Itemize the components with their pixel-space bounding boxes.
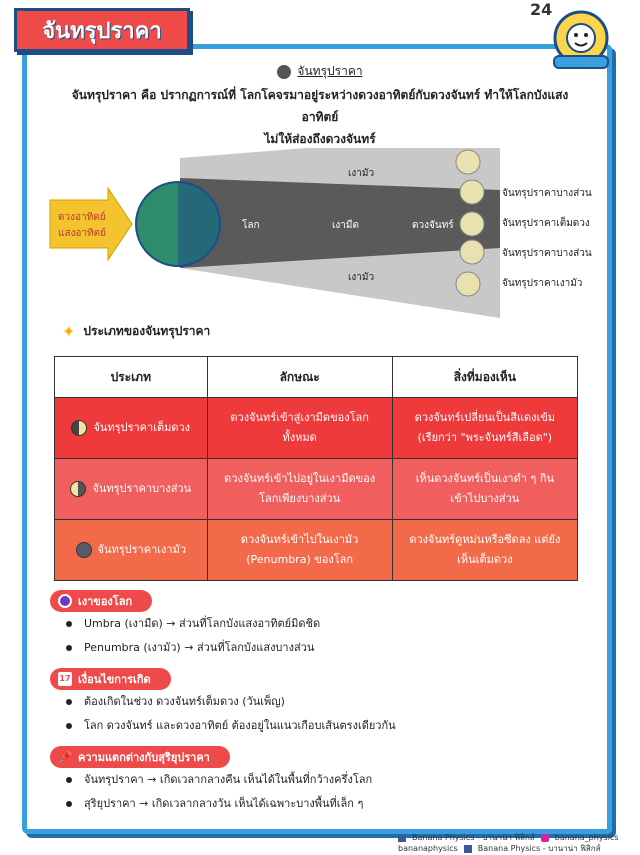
list-item: Penumbra (เงามัว) → ส่วนที่โลกบังแสงบางส่วน [64,636,320,660]
position-label-1: จันทรุปราคาบางส่วน [502,188,592,199]
sun-label-1: ดวงอาทิตย์ [58,212,106,223]
conditions-list [64,690,396,738]
column-header-seen: สิ่งที่มองเห็น [392,357,577,398]
list-item: จันทรุปราคา → เกิดเวลากลางคืน เห็นได้ในพื้นที่กว้างครึ่งโลก [64,768,372,792]
penumbra-bottom-label: เงามัว [348,272,375,283]
description-cell [207,459,392,520]
type-cell [55,459,208,520]
types-heading-text: ประเภทของจันทรุปราคา [83,324,211,338]
table-row [55,398,578,459]
moon-position-5 [456,272,480,296]
footer-facebook-2[interactable]: Banana Physics - บานาน่า ฟิสิกส์ [477,844,601,853]
moon-position-2 [460,180,484,204]
differences-heading [50,746,230,768]
moon-position-4 [460,240,484,264]
partial-eclipse-icon [70,481,86,497]
facebook-icon [464,845,472,853]
seen-line: (เรียกว่า "พระจันทร์สีเลือด") [417,431,553,444]
description-line: ดวงจันทร์เข้าไปอยู่ในเงามืดของ [224,472,376,485]
intro-line-2: ไม่ให้ส่องถึงดวงจันทร์ [264,132,376,146]
position-label-2: จันทรุปราคาเต็มดวง [502,218,590,229]
penumbral-eclipse-icon [76,542,92,558]
calendar-icon: 17 [58,672,72,686]
conditions-heading [50,668,171,690]
list-item: โลก ดวงจันทร์ และดวงอาทิตย์ ต้องอยู่ในแนวเกือบเส้นตรงเดียวกัน [64,714,396,738]
umbra-label: เงามืด [332,220,360,231]
differences-list [64,768,372,816]
instagram-icon [541,834,549,842]
moon-icon [277,65,291,79]
shadow-icon [58,594,72,608]
table-header-row [55,357,578,398]
earth-label: โลก [242,220,260,231]
sparkle-icon: ✦ [62,322,76,341]
differences-heading-text: ความแตกต่างกับสุริยุปราคา [78,751,210,764]
description-line: ดวงจันทร์เข้าไปในเงามัว [240,533,359,546]
shadows-heading [50,590,152,612]
description-line: ทั้งหมด [282,431,317,444]
section-title [0,62,640,81]
description-line: ดวงจันทร์เข้าสู่เงามืดของโลก [230,411,369,424]
description-line: โลกเพียงบางส่วน [259,492,341,505]
section-title-text: จันทรุปราคา [297,64,363,78]
type-name: จันทรุปราคาบางส่วน [92,482,192,495]
conditions-heading-text: เงื่อนไขการเกิด [78,673,151,686]
page-title: จันทรุปราคา [14,8,190,52]
pin-icon: 📌 [58,750,73,764]
intro-text [60,84,580,150]
seen-line: เห็นดวงจันทร์เป็นเงาดำ ๆ กิน [415,472,555,485]
moon-position-3 [460,212,484,236]
description-line: (Penumbra) ของโลก [246,553,354,566]
list-item: สุริยุปราคา → เกิดเวลากลางวัน เห็นได้เฉพาะบางพื้นที่เล็ก ๆ [64,792,372,816]
intro-line-1: จันทรุปราคา คือ ปรากฏการณ์ที่ โลกโคจรมาอยู่ระหว่างดวงอาทิตย์กับดวงจันทร์ ทำให้โลกบังแสงอาทิตย์ [71,88,569,124]
list-item: ต้องเกิดในช่วง ดวงจันทร์เต็มดวง (วันเพ็ญ) [64,690,396,714]
penumbra-top-label: เงามัว [348,168,375,179]
description-cell [207,520,392,581]
shadows-list [64,612,320,660]
type-cell [55,398,208,459]
type-cell [55,520,208,581]
sun-label-2: แสงอาทิตย์ [58,228,106,239]
list-item: Umbra (เงามืด) → ส่วนที่โลกบังแสงอาทิตย์มิดชิด [64,612,320,636]
seen-cell [392,520,577,581]
page-number: 24 [530,0,553,19]
seen-line: เห็นเต็มดวง [457,553,513,566]
position-label-4: จันทรุปราคาเงามัว [502,278,583,289]
sunlight-arrow [50,188,132,260]
seen-cell [392,398,577,459]
eclipse-types-table [54,356,578,581]
lunar-eclipse-diagram [40,148,620,318]
position-label-3: จันทรุปราคาบางส่วน [502,248,592,259]
type-name: จันทรุปราคาเต็มดวง [93,421,191,434]
footer [398,832,619,854]
seen-cell [392,459,577,520]
column-header-type: ประเภท [55,357,208,398]
seen-line: ดวงจันทร์ดูหม่นหรือซีดลง แต่ยัง [409,533,561,546]
description-cell [207,398,392,459]
seen-line: ดวงจันทร์เปลี่ยนเป็นสีแดงเข้ม [414,411,556,424]
column-header-description: ลักษณะ [207,357,392,398]
type-name: จันทรุปราคาเงามัว [97,543,187,556]
table-row [55,520,578,581]
seen-line: เข้าไปบางส่วน [450,492,520,505]
moon-position-1 [456,150,480,174]
shadows-heading-text: เงาของโลก [78,595,133,608]
moon-label: ดวงจันทร์ [412,220,454,231]
footer-instagram[interactable]: banana_physics [554,833,619,842]
total-eclipse-icon [71,420,87,436]
types-heading [62,322,210,341]
footer-facebook[interactable]: Banana Physics - บานาน่า ฟิสิกส์ [412,833,535,842]
facebook-icon [398,834,406,842]
table-row [55,459,578,520]
footer-handle[interactable]: bananaphysics [398,844,458,853]
